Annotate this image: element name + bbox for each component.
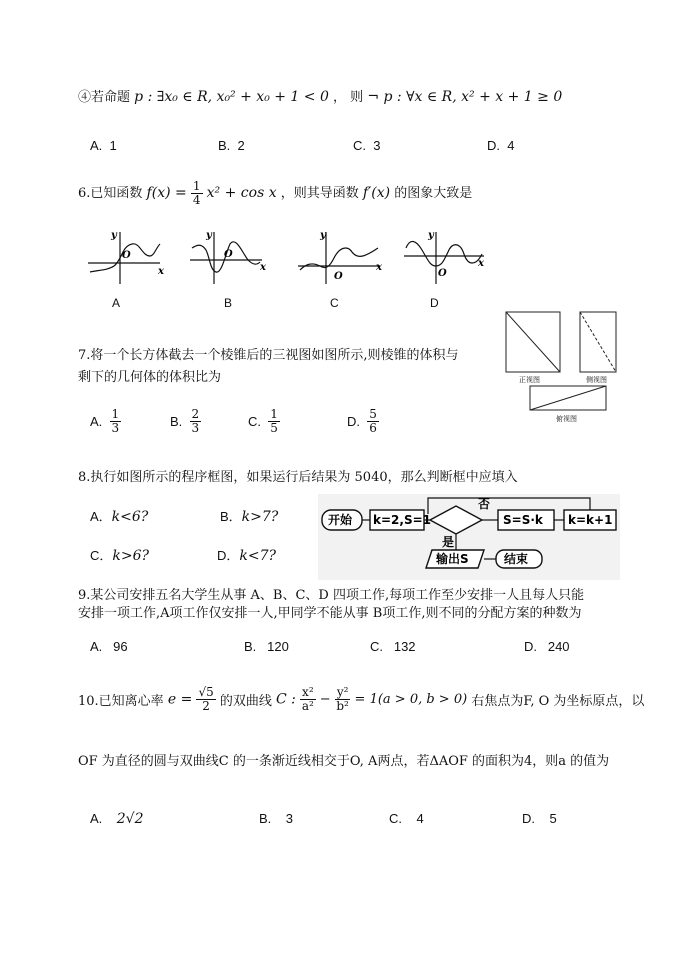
q9-option-c[interactable]: C. 132: [370, 639, 416, 654]
q6-fraction: $\frac{1}{4}$: [192, 179, 201, 207]
q7-option-d[interactable]: D. $\frac{5}{6}$: [347, 407, 377, 435]
q6-graph-d-label: D: [430, 296, 439, 310]
q10-stem-line1: 10.已知离心率 e = $\frac{√5}{2}$ 的双曲线 C : $\frac{\text{x²}}{\text{a²}}$ − $\frac{\text{y²}}{\text{b²}}$ = 1(a > 0, b > 0) 右焦点为F, O 为坐标原点，以: [78, 685, 645, 713]
q10-option-c[interactable]: C. 4: [389, 811, 424, 826]
q6-graph-d-origin: O: [438, 268, 447, 279]
q8-option-a[interactable]: A．k<6?: [90, 509, 149, 525]
q6-graph-a-label: A: [112, 296, 121, 310]
q7-option-b[interactable]: B. $\frac{2}{3}$: [170, 407, 200, 435]
q5-stem-math: p : ∃x₀ ∈ R, x₀² + x₀ + 1 < 0: [134, 89, 329, 105]
q7-top-view-label: 俯视图: [556, 415, 577, 423]
q5-stem: [78, 86, 562, 105]
q5-stem-negation: ¬ p : ∀x ∈ R, x² + x + 1 ≥ 0: [367, 89, 563, 105]
q6-graph-d-x-label: x: [478, 258, 484, 269]
flow-output-text: 输出S: [436, 552, 469, 566]
q7-side-view-label: 侧视图: [586, 376, 607, 384]
q8-option-d[interactable]: D．k<7?: [217, 548, 277, 564]
q9-option-b[interactable]: B. 120: [244, 639, 289, 654]
q6-graph-c-x-label: x: [376, 262, 382, 273]
flow-init-text: k=2,S=1: [373, 513, 431, 527]
q7-option-c[interactable]: C. $\frac{1}{5}$: [248, 407, 278, 435]
q6-graph-b-x-label: x: [260, 262, 266, 273]
flow-assign-text: S=S·k: [503, 513, 543, 527]
q6-graphs: [80, 226, 484, 288]
q6-graph-a-y-label: y: [111, 230, 117, 241]
q10-stem-line2: OF 为直径的圆与双曲线C 的一条渐近线相交于O, A两点，若ΔAOF 的面积为4，则a 的值为: [78, 754, 610, 769]
q8-option-c[interactable]: C．k>6?: [90, 548, 150, 564]
q6-stem: 6.已知函数 f(x) = $\frac{1}{4}$ x² + cos x ，则其导函数 f′(x) 的图象大致是: [78, 179, 473, 207]
q5-option-c[interactable]: C. 3: [353, 138, 381, 153]
q5-option-b[interactable]: B. 2: [218, 138, 245, 153]
q9-stem-line1: 9.某公司安排五名大学生从事 A、B、C、D 四项工作,每项工作至少安排一人且每人只能: [78, 588, 585, 603]
q7-front-view-label: 正视图: [519, 376, 540, 384]
q6-graph-a-x-label: x: [158, 266, 164, 277]
q8-flowchart: [318, 494, 620, 580]
flow-yes-text: 是: [442, 535, 455, 549]
q5-stem-prefix: ④若命题: [78, 90, 131, 105]
q6-graph-c-origin: O: [334, 271, 343, 282]
q9-option-a[interactable]: A. 96: [90, 639, 128, 654]
q7-three-views: [500, 308, 630, 430]
q10-option-a[interactable]: A. 2√2: [90, 811, 144, 827]
q6-graph-b-label: B: [224, 296, 233, 310]
q5-stem-mid: ， 则: [333, 90, 364, 105]
q7-stem-line2: 剩下的几何体的体积比为: [78, 370, 222, 385]
q9-stem-line2: 安排一项工作,A项工作仅安排一人,甲同学不能从事 B项工作,则不同的分配方案的种数为: [78, 606, 582, 621]
q8-option-b[interactable]: B．k>7?: [220, 509, 279, 525]
q6-graph-a-origin: O: [122, 250, 131, 261]
q10-option-b[interactable]: B. 3: [259, 811, 293, 826]
q8-stem: 8.执行如图所示的程序框图，如果运行后结果为 5040，那么判断框中应填入: [78, 470, 518, 485]
q7-stem-line1: 7.将一个长方体截去一个棱锥后的三视图如图所示,则棱锥的体积与: [78, 348, 459, 363]
flow-no-text: 否: [478, 497, 491, 511]
q10-option-d[interactable]: D. 5: [522, 811, 557, 826]
q6-graph-b-y-label: y: [206, 230, 212, 241]
flow-start-text: 开始: [328, 513, 353, 527]
q6-graph-d-y-label: y: [428, 230, 434, 241]
flow-end-text: 结束: [504, 552, 529, 566]
q9-option-d[interactable]: D. 240: [524, 639, 570, 654]
q6-graph-c-label: C: [330, 296, 339, 310]
q7-option-a[interactable]: A. $\frac{1}{3}$: [90, 407, 120, 435]
q5-option-d[interactable]: D. 4: [487, 138, 515, 153]
q6-graph-b-origin: O: [224, 249, 233, 260]
q5-option-a[interactable]: A. 1: [90, 138, 117, 153]
flow-inc-text: k=k+1: [568, 513, 613, 527]
q6-graph-c-y-label: y: [320, 230, 326, 241]
